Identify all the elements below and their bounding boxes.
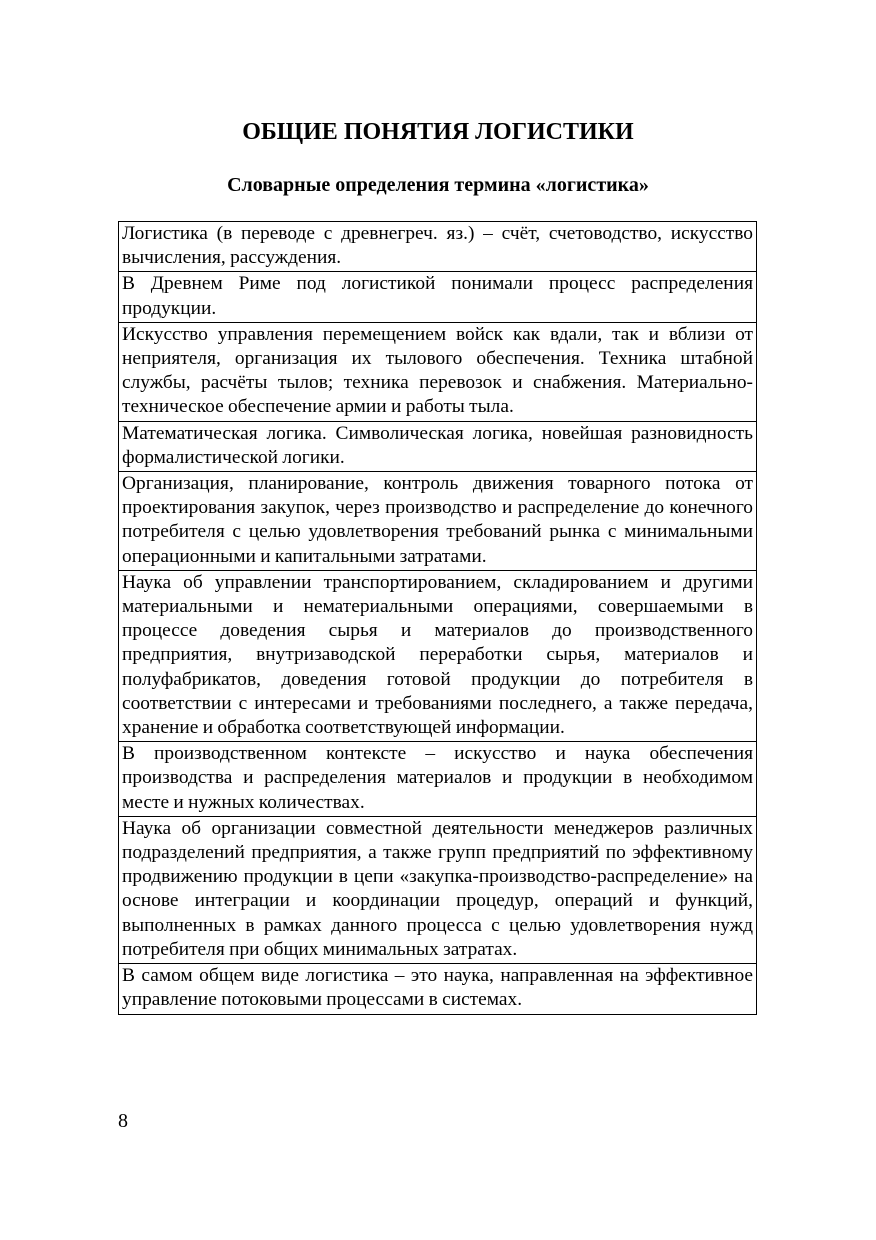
definition-cell: В самом общем виде логистика – это наука, направленная на эффективное управление потоковыми процессами в системах.: [119, 964, 757, 1014]
table-row: [119, 322, 757, 421]
definition-cell: Искусство управления перемещением войск как вдали, так и вблизи от неприятеля, организация их тылового обеспечения. Техника штабной службы, расчёты тылов; техника перевозок и снабжения. Материально-техническое обеспечение армии и работы тыла.: [119, 322, 757, 421]
definition-cell: Наука об организации совместной деятельности менеджеров различных подразделений предприятия, а также групп предприятий по эффективному продвижению продукции в цепи «закупка-производство-распределение» на основе интеграции и координации процедур, операций и функций, выполненных в рамках данного процесса с целью удовлетворения нужд потребителя при общих минимальных затратах.: [119, 816, 757, 963]
table-row: [119, 742, 757, 817]
definitions-table: [118, 221, 757, 1015]
definition-cell: Математическая логика. Символическая логика, новейшая разновидность формалистической логики.: [119, 421, 757, 471]
table-row: [119, 816, 757, 963]
section-subtitle: Словарные определения термина «логистика»: [227, 174, 649, 196]
page-title: ОБЩИЕ ПОНЯТИЯ ЛОГИСТИКИ: [242, 119, 634, 145]
definition-cell: Наука об управлении транспортированием, складированием и другими материальными и нематериальными операциями, совершаемыми в процессе доведения сырья и материалов до производственного предприятия, внутризаводской переработки сырья, материалов и полуфабрикатов, доведения готовой продукции до потребителя в соответствии с интересами и требованиями последнего, а также передача, хранение и обработка соответствующей информации.: [119, 570, 757, 741]
table-row: [119, 421, 757, 471]
table-row: [119, 472, 757, 571]
definition-cell: Логистика (в переводе с древнегреч. яз.) – счёт, счетоводство, искусство вычисления, рассуждения.: [119, 222, 757, 272]
definition-cell: Организация, планирование, контроль движения товарного потока от проектирования закупок, через производство и распределение до конечного потребителя с целью удовлетворения требований рынка с минимальными операционными и капитальными затратами.: [119, 472, 757, 571]
table-row: [119, 272, 757, 322]
page-number: 8: [118, 1110, 128, 1132]
table-row: [119, 222, 757, 272]
definition-cell: В Древнем Риме под логистикой понимали процесс распределения продукции.: [119, 272, 757, 322]
table-row: [119, 570, 757, 741]
table-row: [119, 964, 757, 1014]
definition-cell: В производственном контексте – искусство и наука обеспечения производства и распределения материалов и продукции в необходимом месте и нужных количествах.: [119, 742, 757, 817]
